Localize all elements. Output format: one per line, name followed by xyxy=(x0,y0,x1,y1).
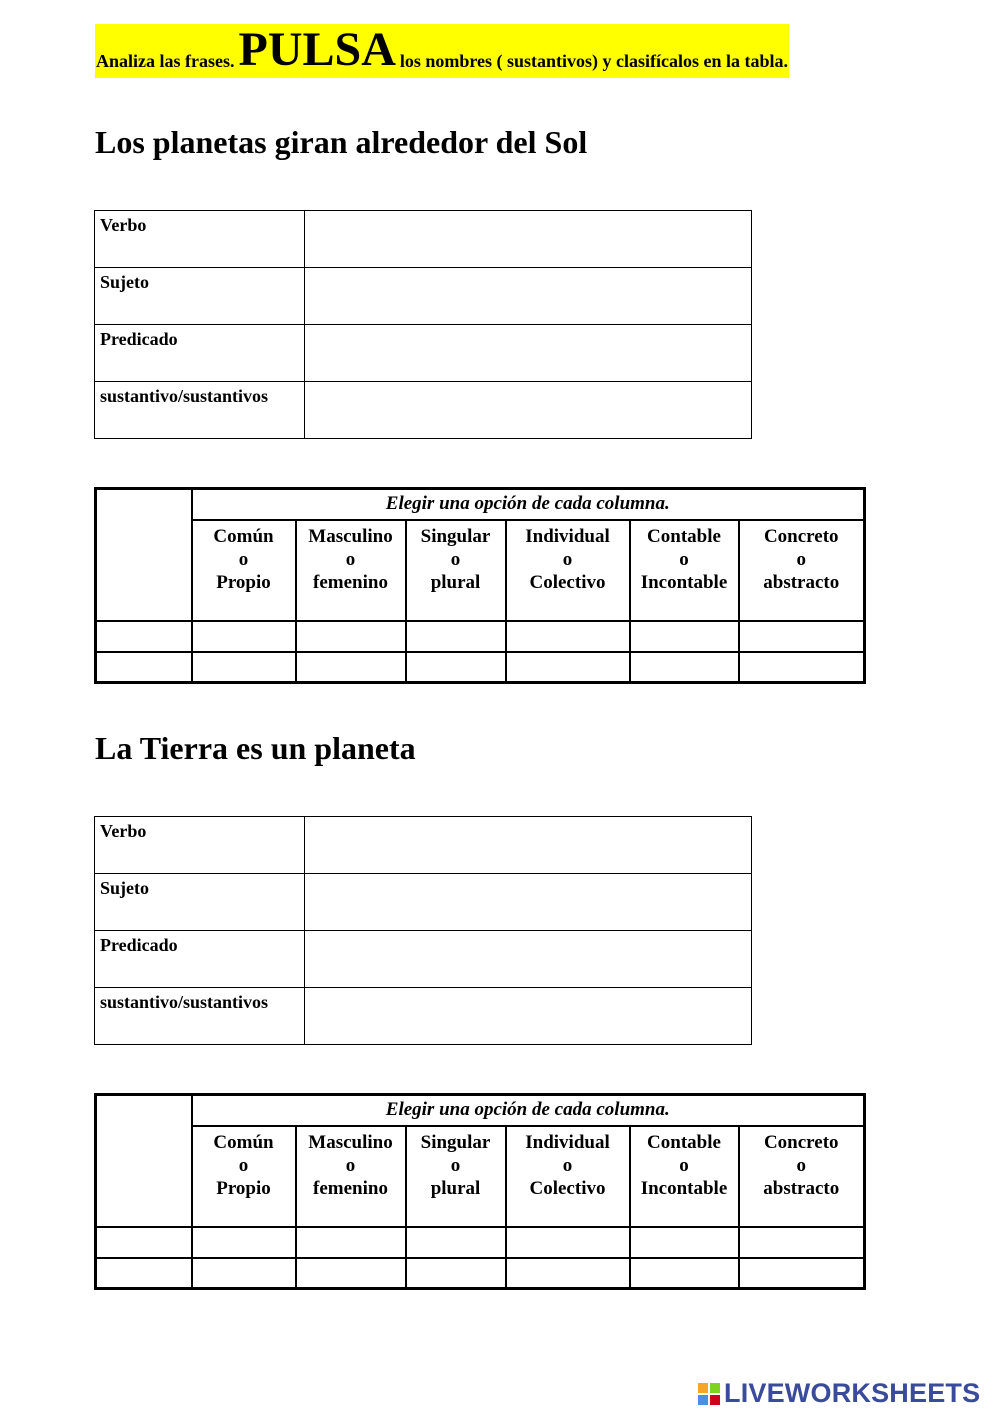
column-header: Masculino o femenino xyxy=(296,1126,406,1227)
option-cell[interactable] xyxy=(630,1227,739,1258)
instruction-emphasis: PULSA xyxy=(238,23,396,76)
option-cell[interactable] xyxy=(296,1258,406,1289)
noun-cell[interactable] xyxy=(96,652,192,683)
sentence-2: La Tierra es un planeta xyxy=(95,730,416,766)
column-header: Masculino o femenino xyxy=(296,520,406,621)
table-row xyxy=(96,1258,865,1289)
analysis-label: Predicado xyxy=(95,325,305,382)
option-cell[interactable] xyxy=(739,652,865,683)
analysis-label: Sujeto xyxy=(95,874,305,931)
option-cell[interactable] xyxy=(296,652,406,683)
noun-cell[interactable] xyxy=(96,621,192,652)
analysis-row xyxy=(95,211,752,268)
sentence-1: Los planetas giran alrededor del Sol xyxy=(95,124,588,160)
option-cell[interactable] xyxy=(296,621,406,652)
analysis-answer-field[interactable] xyxy=(305,325,752,382)
option-cell[interactable] xyxy=(739,621,865,652)
option-cell[interactable] xyxy=(192,1258,296,1289)
option-cell[interactable] xyxy=(506,652,630,683)
option-cell[interactable] xyxy=(630,621,739,652)
analysis-row xyxy=(95,382,752,439)
analysis-answer-field[interactable] xyxy=(305,268,752,325)
column-header: Singular o plural xyxy=(406,1126,506,1227)
option-cell[interactable] xyxy=(406,1258,506,1289)
analysis-answer-field[interactable] xyxy=(305,874,752,931)
option-cell[interactable] xyxy=(192,652,296,683)
analysis-row xyxy=(95,817,752,874)
table-row xyxy=(96,1227,865,1258)
instruction-after: los nombres ( sustantivos) y clasifícalos en la tabla. xyxy=(399,51,789,71)
table-row xyxy=(96,621,865,652)
option-cell[interactable] xyxy=(739,1227,865,1258)
analysis-answer-field[interactable] xyxy=(305,817,752,874)
analysis-row xyxy=(95,325,752,382)
option-cell[interactable] xyxy=(630,1258,739,1289)
classification-table-1 xyxy=(94,487,866,684)
column-header: Contable o Incontable xyxy=(630,1126,739,1227)
analysis-label: Predicado xyxy=(95,931,305,988)
option-cell[interactable] xyxy=(296,1227,406,1258)
analysis-row xyxy=(95,268,752,325)
option-cell[interactable] xyxy=(192,1227,296,1258)
classification-instruction: Elegir una opción de cada columna. xyxy=(192,1095,865,1126)
instruction xyxy=(95,24,789,78)
analysis-answer-field[interactable] xyxy=(305,382,752,439)
analysis-answer-field[interactable] xyxy=(305,931,752,988)
noun-column-header xyxy=(96,1095,192,1227)
option-cell[interactable] xyxy=(192,621,296,652)
liveworksheets-logo xyxy=(698,1378,980,1409)
option-cell[interactable] xyxy=(406,621,506,652)
analysis-label: sustantivo/sustantivos xyxy=(95,988,305,1045)
column-header: Contable o Incontable xyxy=(630,520,739,621)
option-cell[interactable] xyxy=(406,1227,506,1258)
analysis-answer-field[interactable] xyxy=(305,988,752,1045)
analysis-label: Verbo xyxy=(95,211,305,268)
instruction-before: Analiza las frases. xyxy=(96,51,235,71)
option-cell[interactable] xyxy=(506,1258,630,1289)
column-header: Común o Propio xyxy=(192,1126,296,1227)
column-header: Común o Propio xyxy=(192,520,296,621)
analysis-label: sustantivo/sustantivos xyxy=(95,382,305,439)
option-cell[interactable] xyxy=(739,1258,865,1289)
column-header: Singular o plural xyxy=(406,520,506,621)
analysis-row xyxy=(95,931,752,988)
column-header: Individual o Colectivo xyxy=(506,520,630,621)
logo-icon xyxy=(698,1383,720,1405)
option-cell[interactable] xyxy=(630,652,739,683)
analysis-row xyxy=(95,988,752,1045)
option-cell[interactable] xyxy=(506,621,630,652)
column-header: Individual o Colectivo xyxy=(506,1126,630,1227)
analysis-table-1 xyxy=(94,210,752,439)
analysis-answer-field[interactable] xyxy=(305,211,752,268)
option-cell[interactable] xyxy=(506,1227,630,1258)
table-row xyxy=(96,652,865,683)
option-cell[interactable] xyxy=(406,652,506,683)
analysis-label: Verbo xyxy=(95,817,305,874)
column-header: Concreto o abstracto xyxy=(739,1126,865,1227)
logo-text: LIVEWORKSHEETS xyxy=(724,1378,981,1408)
analysis-row xyxy=(95,874,752,931)
column-header: Concreto o abstracto xyxy=(739,520,865,621)
analysis-label: Sujeto xyxy=(95,268,305,325)
noun-cell[interactable] xyxy=(96,1227,192,1258)
analysis-table-2 xyxy=(94,816,752,1045)
noun-column-header xyxy=(96,489,192,621)
classification-instruction: Elegir una opción de cada columna. xyxy=(192,489,865,520)
noun-cell[interactable] xyxy=(96,1258,192,1289)
classification-table-2 xyxy=(94,1093,866,1290)
